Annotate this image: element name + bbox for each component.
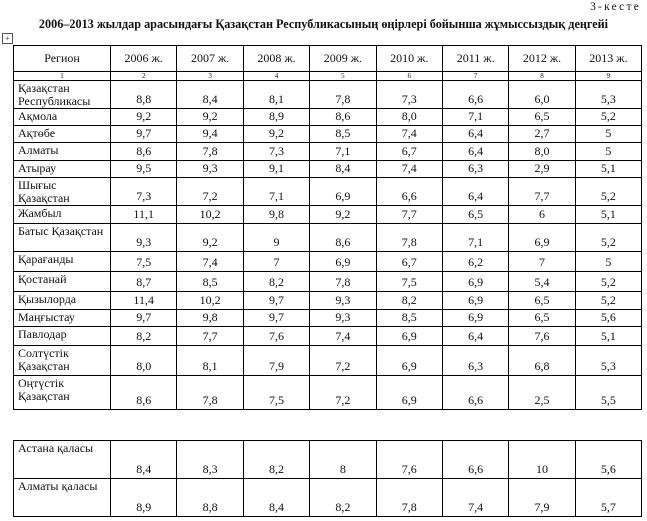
value-cell: 7,6 (509, 327, 575, 346)
region-cell: Жамбыл (14, 206, 111, 224)
value-cell: 7,8 (177, 376, 243, 410)
value-cell: 8,9 (243, 109, 309, 126)
value-cell: 11,1 (111, 206, 177, 224)
value-cell: 7,4 (442, 479, 508, 517)
value-cell: 8,5 (376, 310, 442, 327)
value-cell: 7,6 (376, 441, 442, 479)
table-row (14, 252, 642, 272)
table-row (14, 346, 642, 376)
region-cell: Алматы қаласы (14, 479, 111, 517)
value-cell: 8,1 (177, 346, 243, 376)
table-row (14, 441, 642, 479)
value-cell: 6,7 (376, 252, 442, 272)
value-cell: 6,6 (442, 81, 508, 109)
value-cell: 7,9 (243, 346, 309, 376)
column-index: 7 (442, 72, 508, 81)
value-cell: 5 (575, 252, 641, 272)
value-cell: 8,9 (111, 479, 177, 517)
table-row (14, 206, 642, 224)
value-cell: 7,8 (310, 81, 376, 109)
value-cell: 9,2 (243, 126, 309, 143)
value-cell: 8,4 (310, 161, 376, 178)
value-cell: 5 (575, 126, 641, 143)
header-year: 2012 ж. (509, 46, 575, 72)
value-cell: 6,3 (442, 161, 508, 178)
value-cell: 9,3 (310, 310, 376, 327)
table-row (14, 109, 642, 126)
value-cell: 6 (509, 206, 575, 224)
table-title: 2006–2013 жылдар арасындағы Қазақстан Республикасының өңірлері бойынша жұмыссыздық деңгейі (38, 17, 609, 31)
value-cell: 9,1 (243, 161, 309, 178)
value-cell: 7,6 (243, 327, 309, 346)
header-year: 2008 ж. (243, 46, 309, 72)
value-cell: 5,6 (575, 441, 641, 479)
value-cell: 9,7 (243, 292, 309, 310)
table-row (14, 376, 642, 410)
value-cell: 7,3 (111, 178, 177, 206)
value-cell: 8,8 (177, 479, 243, 517)
region-cell: Атырау (14, 161, 111, 178)
value-cell: 9,3 (111, 224, 177, 252)
unemployment-table (13, 45, 642, 410)
value-cell: 10,2 (177, 206, 243, 224)
value-cell: 8,5 (177, 272, 243, 292)
value-cell: 9 (243, 224, 309, 252)
header-region: Регион (14, 46, 111, 72)
table-row (14, 224, 642, 252)
table-row (14, 143, 642, 161)
value-cell: 5,1 (575, 206, 641, 224)
value-cell: 9,3 (310, 292, 376, 310)
value-cell: 9,2 (177, 224, 243, 252)
column-index: 5 (310, 72, 376, 81)
value-cell: 7,4 (177, 252, 243, 272)
header-year: 2013 ж. (575, 46, 641, 72)
value-cell: 7 (243, 252, 309, 272)
value-cell: 5,2 (575, 109, 641, 126)
value-cell: 8,3 (177, 441, 243, 479)
column-index: 4 (243, 72, 309, 81)
value-cell: 9,3 (177, 161, 243, 178)
value-cell: 5,2 (575, 178, 641, 206)
table-row (14, 126, 642, 143)
value-cell: 2,7 (509, 126, 575, 143)
column-index: 9 (575, 72, 641, 81)
value-cell: 9,2 (111, 109, 177, 126)
table-row (14, 272, 642, 292)
value-cell: 6,6 (442, 376, 508, 410)
region-cell: Алматы (14, 143, 111, 161)
table-row (14, 327, 642, 346)
value-cell: 7,7 (177, 327, 243, 346)
value-cell: 9,4 (177, 126, 243, 143)
table-row (14, 178, 642, 206)
value-cell: 5,2 (575, 272, 641, 292)
value-cell: 6,9 (376, 376, 442, 410)
value-cell: 7,1 (310, 143, 376, 161)
column-index: 3 (177, 72, 243, 81)
value-cell: 6,5 (509, 109, 575, 126)
value-cell: 9,8 (177, 310, 243, 327)
value-cell: 9,7 (111, 126, 177, 143)
column-index: 6 (376, 72, 442, 81)
value-cell: 6,9 (310, 178, 376, 206)
value-cell: 11,4 (111, 292, 177, 310)
value-cell: 6,5 (509, 292, 575, 310)
table-row (14, 292, 642, 310)
value-cell: 2,9 (509, 161, 575, 178)
value-cell: 6,6 (376, 178, 442, 206)
region-cell: Солтүстік Қазақстан (14, 346, 111, 376)
value-cell: 10 (509, 441, 575, 479)
value-cell: 7,8 (177, 143, 243, 161)
value-cell: 5,6 (575, 310, 641, 327)
column-index: 8 (509, 72, 575, 81)
value-cell: 5,3 (575, 81, 641, 109)
value-cell: 8,4 (243, 479, 309, 517)
value-cell: 5,3 (575, 346, 641, 376)
table-row (14, 161, 642, 178)
value-cell: 7,2 (310, 376, 376, 410)
region-cell: Маңғыстау (14, 310, 111, 327)
value-cell: 8,6 (310, 224, 376, 252)
value-cell: 8,0 (111, 346, 177, 376)
value-cell: 6,8 (509, 346, 575, 376)
value-cell: 7,4 (310, 327, 376, 346)
value-cell: 5,1 (575, 327, 641, 346)
value-cell: 8,2 (243, 441, 309, 479)
table-number: 3-кесте (590, 1, 641, 13)
value-cell: 7,5 (111, 252, 177, 272)
value-cell: 6,4 (442, 143, 508, 161)
value-cell: 6,2 (442, 252, 508, 272)
value-cell: 6,4 (442, 126, 508, 143)
header-year: 2007 ж. (177, 46, 243, 72)
value-cell: 5,1 (575, 161, 641, 178)
value-cell: 7,1 (442, 109, 508, 126)
value-cell: 6,4 (442, 178, 508, 206)
header-year: 2009 ж. (310, 46, 376, 72)
value-cell: 7,7 (376, 206, 442, 224)
value-cell: 7,4 (376, 161, 442, 178)
value-cell: 9,2 (310, 206, 376, 224)
value-cell: 9,5 (111, 161, 177, 178)
value-cell: 9,2 (177, 109, 243, 126)
value-cell: 6,9 (442, 292, 508, 310)
value-cell: 7,8 (376, 479, 442, 517)
value-cell: 7,5 (243, 376, 309, 410)
move-handle-icon[interactable]: + (2, 33, 13, 44)
value-cell: 7,1 (442, 224, 508, 252)
region-cell: Ақмола (14, 109, 111, 126)
value-cell: 8,0 (376, 109, 442, 126)
value-cell: 7,5 (376, 272, 442, 292)
value-cell: 7,4 (376, 126, 442, 143)
value-cell: 2,5 (509, 376, 575, 410)
region-cell: Ақтөбе (14, 126, 111, 143)
value-cell: 8 (310, 441, 376, 479)
value-cell: 5,7 (575, 479, 641, 517)
value-cell: 8,1 (243, 81, 309, 109)
region-cell: Қостанай (14, 272, 111, 292)
value-cell: 6,9 (442, 310, 508, 327)
value-cell: 6,4 (442, 327, 508, 346)
value-cell: 6,9 (376, 327, 442, 346)
value-cell: 7,7 (509, 178, 575, 206)
value-cell: 7,8 (310, 272, 376, 292)
value-cell: 6,7 (376, 143, 442, 161)
value-cell: 8,8 (111, 81, 177, 109)
region-cell: Оңтүстік Қазақстан (14, 376, 111, 410)
header-year: 2010 ж. (376, 46, 442, 72)
value-cell: 6,3 (442, 346, 508, 376)
value-cell: 5,5 (575, 376, 641, 410)
value-cell: 7,3 (376, 81, 442, 109)
value-cell: 9,8 (243, 206, 309, 224)
table-row (14, 310, 642, 327)
value-cell: 5,4 (509, 272, 575, 292)
region-cell: Павлодар (14, 327, 111, 346)
value-cell: 7,1 (243, 178, 309, 206)
value-cell: 7 (509, 252, 575, 272)
value-cell: 9,7 (243, 310, 309, 327)
value-cell: 8,4 (177, 81, 243, 109)
header-year: 2011 ж. (442, 46, 508, 72)
value-cell: 7,8 (376, 224, 442, 252)
table-row (14, 81, 642, 109)
value-cell: 8,2 (243, 272, 309, 292)
value-cell: 8,6 (111, 376, 177, 410)
region-cell: Қарағанды (14, 252, 111, 272)
value-cell: 5,2 (575, 224, 641, 252)
value-cell: 8,6 (310, 109, 376, 126)
region-cell: Шығыс Қазақстан (14, 178, 111, 206)
table-row (14, 479, 642, 517)
value-cell: 8,7 (111, 272, 177, 292)
value-cell: 5,2 (575, 292, 641, 310)
value-cell: 9,7 (111, 310, 177, 327)
value-cell: 6,9 (310, 252, 376, 272)
value-cell: 8,0 (509, 143, 575, 161)
value-cell: 8,6 (111, 143, 177, 161)
value-cell: 6,5 (442, 206, 508, 224)
column-index: 2 (111, 72, 177, 81)
value-cell: 5 (575, 143, 641, 161)
value-cell: 8,5 (310, 126, 376, 143)
value-cell: 6,9 (509, 224, 575, 252)
value-cell: 10,2 (177, 292, 243, 310)
value-cell: 6,6 (442, 441, 508, 479)
value-cell: 6,9 (376, 346, 442, 376)
column-index: 1 (14, 72, 111, 81)
value-cell: 6,0 (509, 81, 575, 109)
region-cell: Қазақстан Республикасы (14, 81, 111, 109)
value-cell: 8,2 (310, 479, 376, 517)
region-cell: Қызылорда (14, 292, 111, 310)
region-cell: Астана қаласы (14, 441, 111, 479)
value-cell: 7,9 (509, 479, 575, 517)
region-cell: Батыс Қазақстан (14, 224, 111, 252)
value-cell: 6,9 (442, 272, 508, 292)
value-cell: 7,3 (243, 143, 309, 161)
value-cell: 8,2 (376, 292, 442, 310)
value-cell: 8,4 (111, 441, 177, 479)
value-cell: 8,2 (111, 327, 177, 346)
value-cell: 6,5 (509, 310, 575, 327)
value-cell: 7,2 (177, 178, 243, 206)
value-cell: 7,2 (310, 346, 376, 376)
header-year: 2006 ж. (111, 46, 177, 72)
cities-table (13, 440, 642, 517)
